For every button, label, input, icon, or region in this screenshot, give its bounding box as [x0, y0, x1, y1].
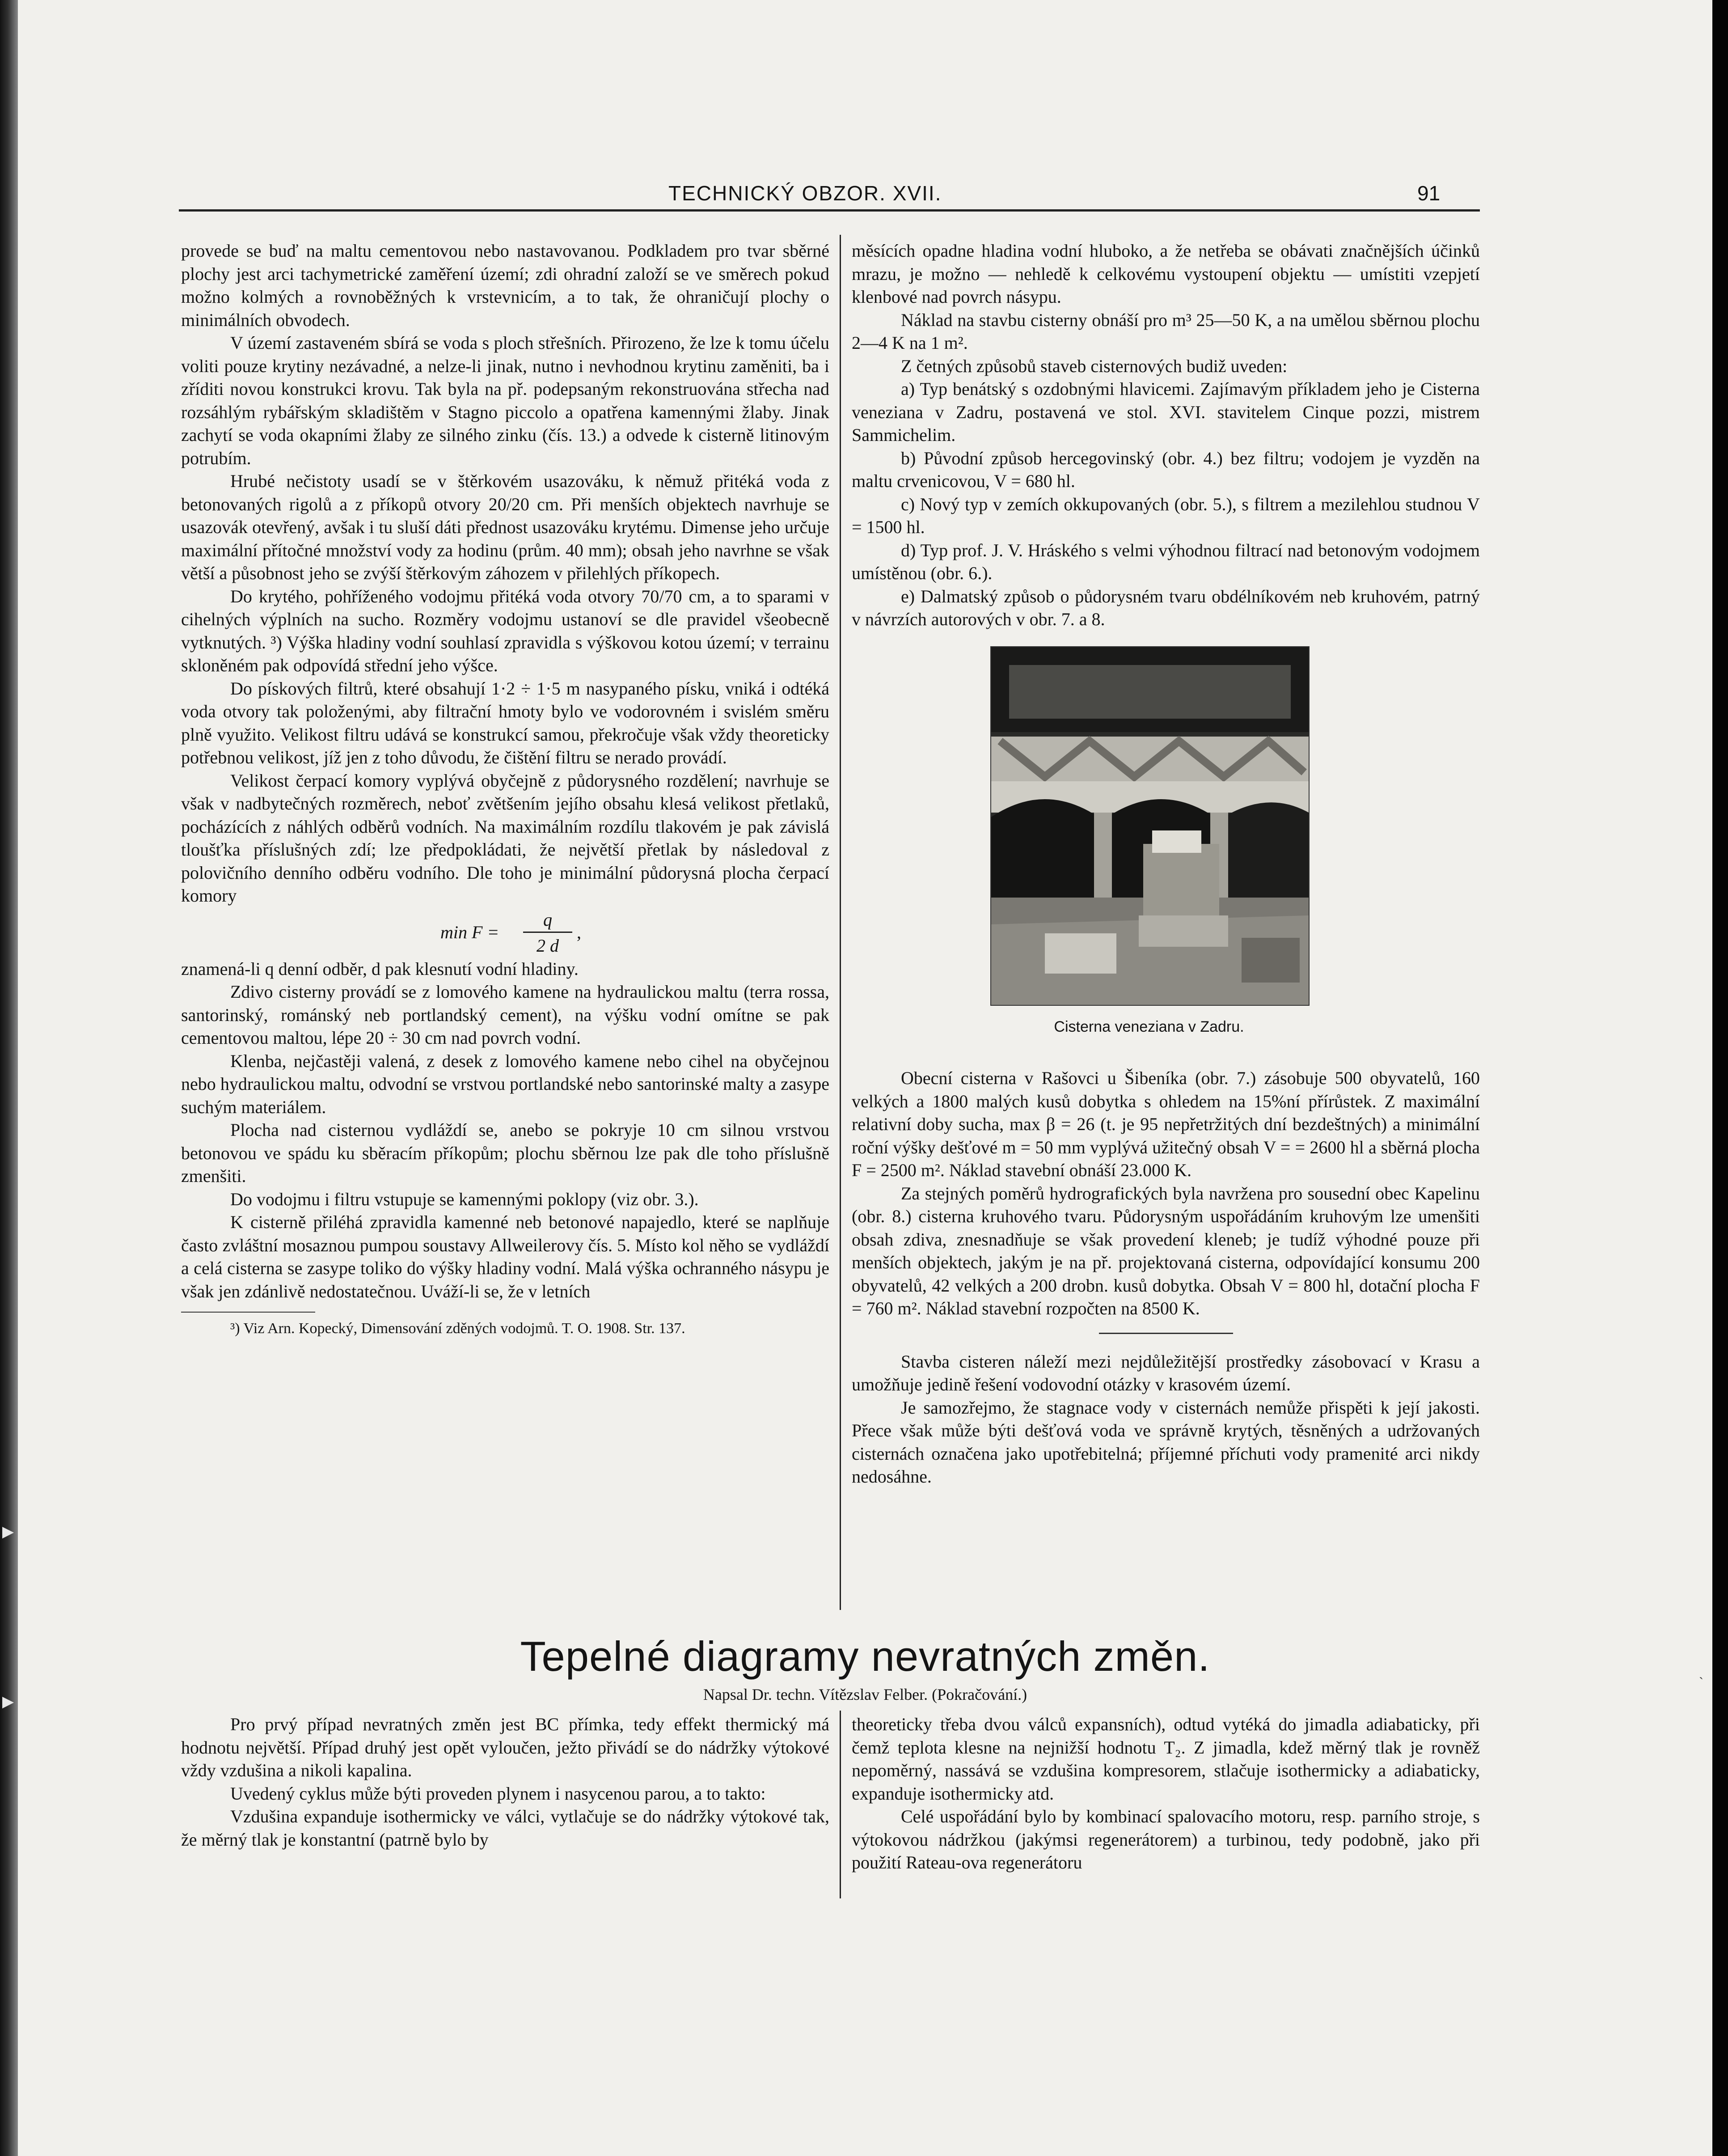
formula-numerator: q [543, 909, 552, 930]
paragraph: Do pískových filtrů, které obsahují 1·2 ÷ 1·5 m nasypaného písku, vniká i odtéká voda otvory tak položenými, aby filtrační hmoty bylo ve vodorovném i svislém směru plně využito. Velikost filtru udává se konstrukcí samou, překročuje však vždy theoreticky potřebnou velikost, jíž jen z toho důvodu, že čištění filtru se nerado provádí. [181, 678, 829, 767]
list-item: e) Dalmatský způsob o půdorysném tvaru obdélníkovém neb kruhovém, patrný v návrzích autorových v obr. 7. a 8. [852, 586, 1480, 629]
formula [181, 907, 829, 957]
page-number: 91 [1417, 182, 1441, 205]
footnote-rule [181, 1312, 315, 1313]
fraction-bar [523, 932, 572, 933]
paragraph: Stavba cisteren náleží mezi nejdůležitější prostředky zásobovací v Krasu a umožňuje jedině řešení vodovodní otázky v krasovém území. [852, 1351, 1480, 1394]
list-item: b) Původní způsob hercegovinský (obr. 4.) bez filtru; vodojem je vyzděn na maltu crvenicovou, V = 680 hl. [852, 448, 1480, 491]
cisterna-photo [990, 646, 1310, 1006]
paragraph: Celé uspořádání bylo by kombinací spalovacího motoru, resp. parního stroje, s výtokovou nádržkou (jakýmsi regenerátorem) a turbinou, tedy podobně, jako při použití Rateau-ova regenerátoru [852, 1806, 1480, 1872]
scan-speck: ` [1699, 1675, 1703, 1690]
article-byline: Napsal Dr. techn. Vítězslav Felber. (Pokračování.) [703, 1686, 1027, 1703]
header-rule [179, 209, 1480, 212]
paragraph: V území zastaveném sbírá se voda s ploch střešních. Přirozeno, že lze k tomu účelu voliti pouze krytiny nezávadné, a nelze-li jinak, nutno i nevhodnou krytinu zaměniti, ba i zříditi novou konstrukci krovu. Tak byla na př. podepsaným rekonstruována střecha nad rozsáhlým rybářským skladištěm v Stagno piccolo a opatřena kamennými žlaby. Jinak zachytí se voda okapními žlaby ze silného zinku (čís. 13.) a odvede k cisterně litinovým potrubím. [181, 333, 829, 468]
article2-left-column [181, 1713, 829, 1851]
paragraph: Vzdušina expanduje isothermicky ve válci, vytlačuje se do nádržky výtokové tak, že měrný tlak je konstantní (patrně bylo by [181, 1806, 829, 1850]
column-divider [840, 235, 841, 1610]
left-column [181, 239, 829, 1338]
formula-prefix: min F = [440, 922, 499, 942]
list-item: a) Typ benátský s ozdobnými hlavicemi. Zajímavým příkladem jeho je Cisterna veneziana v Zadru, postavená ve stol. XVI. stavitelem Cinque pozzi, mistrem Sammichelim. [852, 379, 1480, 445]
paragraph: Do krytého, pohříženého vodojmu přitéká voda otvory 70/70 cm, a to sparami v cihelných výplních na sucho. Rozměry vodojmu ustanoví se dle pravidel všeobecně vytknutých. ³) Výška hladiny vodní souhlasí zpravidla s výškovou kotou území; v terrainu skloněném pak odpovídá střední jeho výšce. [181, 586, 829, 675]
margin-triangle-icon: ▶ [2, 1694, 14, 1710]
page [18, 0, 1712, 2156]
paragraph: Zdivo cisterny provádí se z lomového kamene na hydraulickou maltu (terra rossa, santorinský, románský neb portlandský cement), na výšku vodní omítne se pak cementovou maltou, lépe 20 ÷ 30 cm nad povrch vodní. [181, 982, 829, 1048]
cisterna-photo-image [991, 647, 1309, 1005]
paragraph: Je samozřejmo, že stagnace vody v cisternách nemůže přispěti k její jakosti. Přece však může býti dešťová voda ve správně krytých, těsněných a udržovaných cisternách označena jako upotřebitelná; příjemné příchuti vody pramenité arci nikdy nedosáhne. [852, 1397, 1480, 1487]
list-item: d) Typ prof. J. V. Hráského s velmi výhodnou filtrací nad betonovým vodojmem umístěnou (obr. 6.). [852, 540, 1480, 583]
list-item: c) Nový typ v zemích okkupovaných (obr. 5.), s filtrem a mezilehlou studnou V = 1500 hl. [852, 494, 1480, 537]
column-divider [840, 1711, 841, 1898]
paragraph: Plocha nad cisternou vydláždí se, anebo se pokryje 10 cm silnou vrstvou betonovou ve spádu ku sběracím příkopům; plochu sběrnou lze pak dle toho příslušně zmenšiti. [181, 1120, 829, 1186]
formula-suffix: , [577, 922, 581, 942]
paragraph: Obecní cisterna v Rašovci u Šibeníka (obr. 7.) zásobuje 500 obyvatelů, 160 velkých a 1800 malých kusů dobytka s ohledem na 15%ní přírůstek. Z maximální relativní doby sucha, max β = 26 (t. je 95 nepřetržitých dní bezdeštných) a minimální roční výšky dešťové m = 50 mm vyplývá užitečný obsah V = = 2600 hl a sběrná plocha F = 2500 m². Náklad stavební obnáší 23.000 K. [852, 1068, 1480, 1180]
paragraph: Pro prvý případ nevratných změn jest BC přímka, tedy effekt thermický má hodnotu největší. Případ druhý jest opět vyloučen, ježto přivádí se do nádržky výtokové vždy vzdušina a nikoli kapalina. [181, 1714, 829, 1780]
paragraph: Velikost čerpací komory vyplývá obyčejně z půdorysného rozdělení; navrhuje se však v nadbytečných rozměrech, neboť zvětšením jejího obsahu klesá velikost přetlaků, pocházících z náhlých odběrů vodních. Na maximálním rozdílu tlakovém je pak závislá tloušťka příslušných zdí; lze předpokládati, že největší přetlak by následoval z polovičního denního odběru vodního. Dle toho je minimální půdorysná plocha čerpací komory [181, 770, 829, 906]
paragraph: měsících opadne hladina vodní hluboko, a že netřeba se obávati značnějších účinků mrazu, je možno — nehledě k celkovému vystoupení objektu — umístiti vzepjetí klenbové nad povrch násypu. [852, 241, 1480, 307]
paragraph: provede se buď na maltu cementovou nebo nastavovanou. Podkladem pro tvar sběrné plochy jest arci tachymetrické zaměření území; zdi ohradní založí se ve směrech pokud možno kolmých a rovnoběžných k vrstevnicím, a to tak, že ohraničují plochy o minimálních obvodech. [181, 241, 829, 330]
paragraph: Z četných způsobů staveb cisternových budiž uveden: [901, 356, 1288, 376]
paragraph: theoreticky třeba dvou válců expansních), odtud vytéká do jimadla adiabaticky, při čemž teplota klesne na nejnižší hodnotu T₂. Z jimadla, kdež měrný tlak je rovněž nepoměrný, nassává se vzdušina kompresorem, stlačuje isothermicky a adiabaticky, expanduje isothermicky atd. [852, 1714, 1480, 1804]
paragraph: K cisterně přiléhá zpravidla kamenné neb betonové napajedlo, které se naplňuje často zvláštní mosaznou pumpou soustavy Allweilerovy čís. 5. Místo kol něho se vydláždí a celá cisterna se zasype toliko do výšky hladiny vodní. Malá výška ochranného násypu je však jen zdánlivě nedostatečnou. Uváží-li se, že v letních [181, 1212, 829, 1301]
article-title: Tepelné diagramy nevratných změn. [520, 1633, 1210, 1680]
formula-denominator: 2 d [537, 935, 559, 956]
paragraph: Hrubé nečistoty usadí se v štěrkovém usazováku, k němuž přitéká voda z betonovaných rigolů a z příkopů otvory 20/20 cm. Při menších objektech navrhuje se usazovák otevřený, avšak i tu sluší dáti přednost usazováku krytému. Dimense jeho určuje maximální přítočné množství vody za hodinu (prům. 40 mm); obsah jeho navrhne se však větší a působnost jeho se zvýší štěrkovým záhozem v přilehlých příkopech. [181, 471, 829, 583]
right-column-continued [852, 1067, 1480, 1488]
paragraph: znamená-li q denní odběr, d pak klesnutí vodní hladiny. [181, 958, 579, 979]
article2-right-column [852, 1713, 1480, 1874]
paragraph: Náklad na stavbu cisterny obnáší pro m³ 25—50 K, a na umělou sběrnou plochu 2—4 K na 1 m². [852, 309, 1480, 353]
paragraph: Za stejných poměrů hydrografických byla navržena pro sousední obec Kapelinu (obr. 8.) cisterna kruhového tvaru. Půdorysným uspořádáním kruhovým lze umenšiti obsah zdiva, znesnadňuje se však provedení kleneb; je tudíž výhodné pouze při menších objektech, jakým je na př. projektovaná cisterna, odpovídající konsumu 200 obyvatelů, 42 velkých a 200 drobn. kusů dobytka. Obsah V = 800 hl, dotační plocha F = 760 m². Náklad stavební rozpočten na 8500 K. [852, 1183, 1480, 1318]
journal-title: TECHNICKÝ OBZOR. XVII. [668, 182, 942, 205]
paragraph: Uvedený cyklus může býti proveden plynem i nasycenou parou, a to takto: [230, 1783, 766, 1804]
photo-caption: Cisterna veneziana v Zadru. [1054, 1018, 1244, 1035]
book-binding-edge [0, 0, 18, 2156]
margin-triangle-icon: ▶ [2, 1524, 14, 1540]
paragraph: Klenba, nejčastěji valená, z desek z lomového kamene nebo cihel na obyčejnou nebo hydraulickou maltu, odvodní se vrstvou portlandské nebo santorinské malty a zasype suchým materiálem. [181, 1050, 829, 1117]
section-rule [1099, 1333, 1233, 1334]
paragraph: Do vodojmu i filtru vstupuje se kamennými poklopy (viz obr. 3.). [230, 1189, 699, 1209]
footnote: ³) Viz Arn. Kopecký, Dimensování zděných vodojmů. T. O. 1908. Str. 137. [230, 1320, 685, 1337]
running-header [179, 181, 1475, 208]
right-column [852, 239, 1480, 631]
